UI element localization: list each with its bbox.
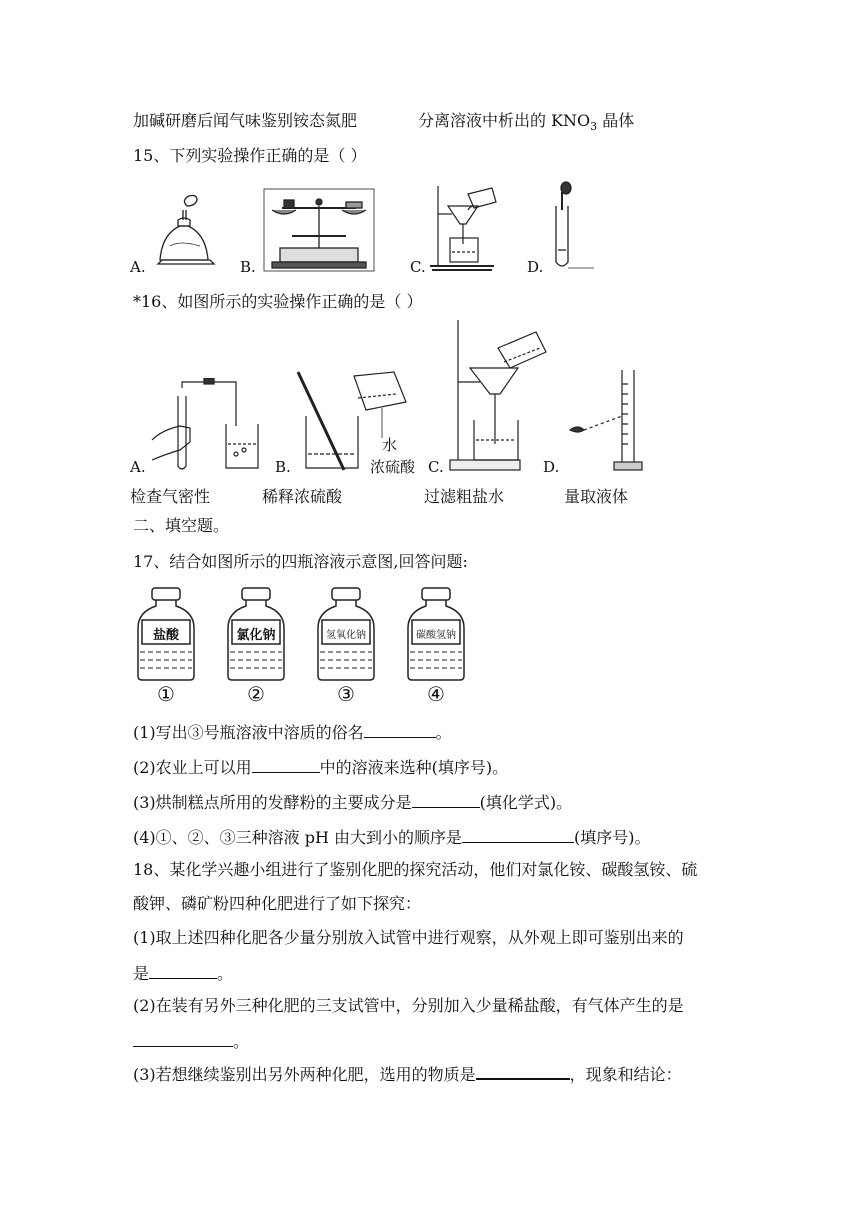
q16-stem: *16、如图所示的实验操作正确的是（ ） [133,292,423,311]
q18-part1-line2: 是 。 [133,964,234,983]
q16-a-airtightness-figure [148,378,268,474]
caption-grind-alkali: 加碱研磨后闻气味鉴别铵态氮肥 [133,111,358,130]
q16-caption-a: 检查气密性 [130,487,211,506]
q18-part1-line1: (1)取上述四种化肥各少量分别放入试管中进行观察，从外观上即可鉴别出来的 [133,928,684,947]
answer-blank[interactable] [252,756,320,773]
q16-d-measure-figure [562,364,652,474]
q17-bottles-figure [130,586,470,706]
q18-part2-line1: (2)在装有另外三种化肥的三支试管中，分别加入少量稀盐酸，有气体产生的是 [133,996,684,1015]
q15-stem: 15、下列实验操作正确的是（ ） [133,146,367,165]
bottle-1-number: ① [157,682,175,706]
bottle-3-label: 氢氧化钠 [326,630,366,641]
q15-option-d: D. [527,258,544,276]
answer-blank[interactable] [133,1030,233,1047]
q16-option-d: D. [543,458,560,476]
q17-part3: (3)烘制糕点所用的发酵粉的主要成分是 (填化学式)。 [133,793,573,812]
q17-part4: (4)①、②、③三种溶液 pH 由大到小的顺序是 (填序号)。 [133,828,651,847]
q18-part2-line2: 。 [133,1030,249,1052]
q16-caption-c: 过滤粗盐水 [424,487,505,506]
q16-option-a: A. [130,458,146,476]
q16-caption-d: 量取液体 [564,487,629,506]
q15-a-alcohol-lamp-figure [150,190,220,272]
bottle-1-label: 盐酸 [152,628,179,643]
q15-b-balance-figure [262,188,376,272]
section-fill-blank-title: 二、填空题。 [133,516,230,535]
q18-part3: (3)若想继续鉴别出另外两种化肥，选用的物质是 ，现象和结论： [133,1062,682,1085]
q15-option-b: B. [240,258,256,276]
answer-blank[interactable] [462,826,574,843]
caption-separate-kno3: 分离溶液中析出的 $KNO_3$ 晶体 [418,111,635,134]
answer-blank[interactable] [476,1062,570,1080]
q16-caption-b: 稀释浓硫酸 [262,487,343,506]
bottle-2-number: ② [247,682,265,706]
q15-option-a: A. [130,258,146,276]
q17-stem: 17、结合如图所示的四瓶溶液示意图,回答问题: [133,552,468,571]
q18-stem-line1: 18、某化学兴趣小组进行了鉴别化肥的探究活动，他们对氯化铵、碳酸氢铵、硫 [133,860,698,879]
bottle-4-label: 碳酸氢钠 [416,630,456,641]
bottle-3-number: ③ [337,682,355,706]
answer-blank[interactable] [364,721,436,738]
bottle-4-number: ④ [427,682,445,706]
q16-c-filtration-figure [444,318,552,472]
q16-option-c: C. [428,458,444,476]
q16-option-b: B. [275,458,291,476]
answer-blank[interactable] [412,791,480,808]
q15-option-c: C. [410,258,426,276]
q15-d-dropper-tube-figure [550,180,596,272]
q17-part1: (1)写出③号瓶溶液中溶质的俗名 。 [133,723,452,742]
q17-part2: (2)农业上可以用 中的溶液来选种(填序号)。 [133,758,509,777]
bottle-2-label: 氯化钠 [236,628,276,643]
q16-label-conc-acid: 浓硫酸 [370,458,416,476]
answer-blank[interactable] [149,962,217,979]
q15-c-filtration-figure [428,180,498,272]
q18-stem-line2: 酸钾、磷矿粉四种化肥进行了如下探究： [133,894,422,913]
q16-label-water: 水 [382,436,398,454]
